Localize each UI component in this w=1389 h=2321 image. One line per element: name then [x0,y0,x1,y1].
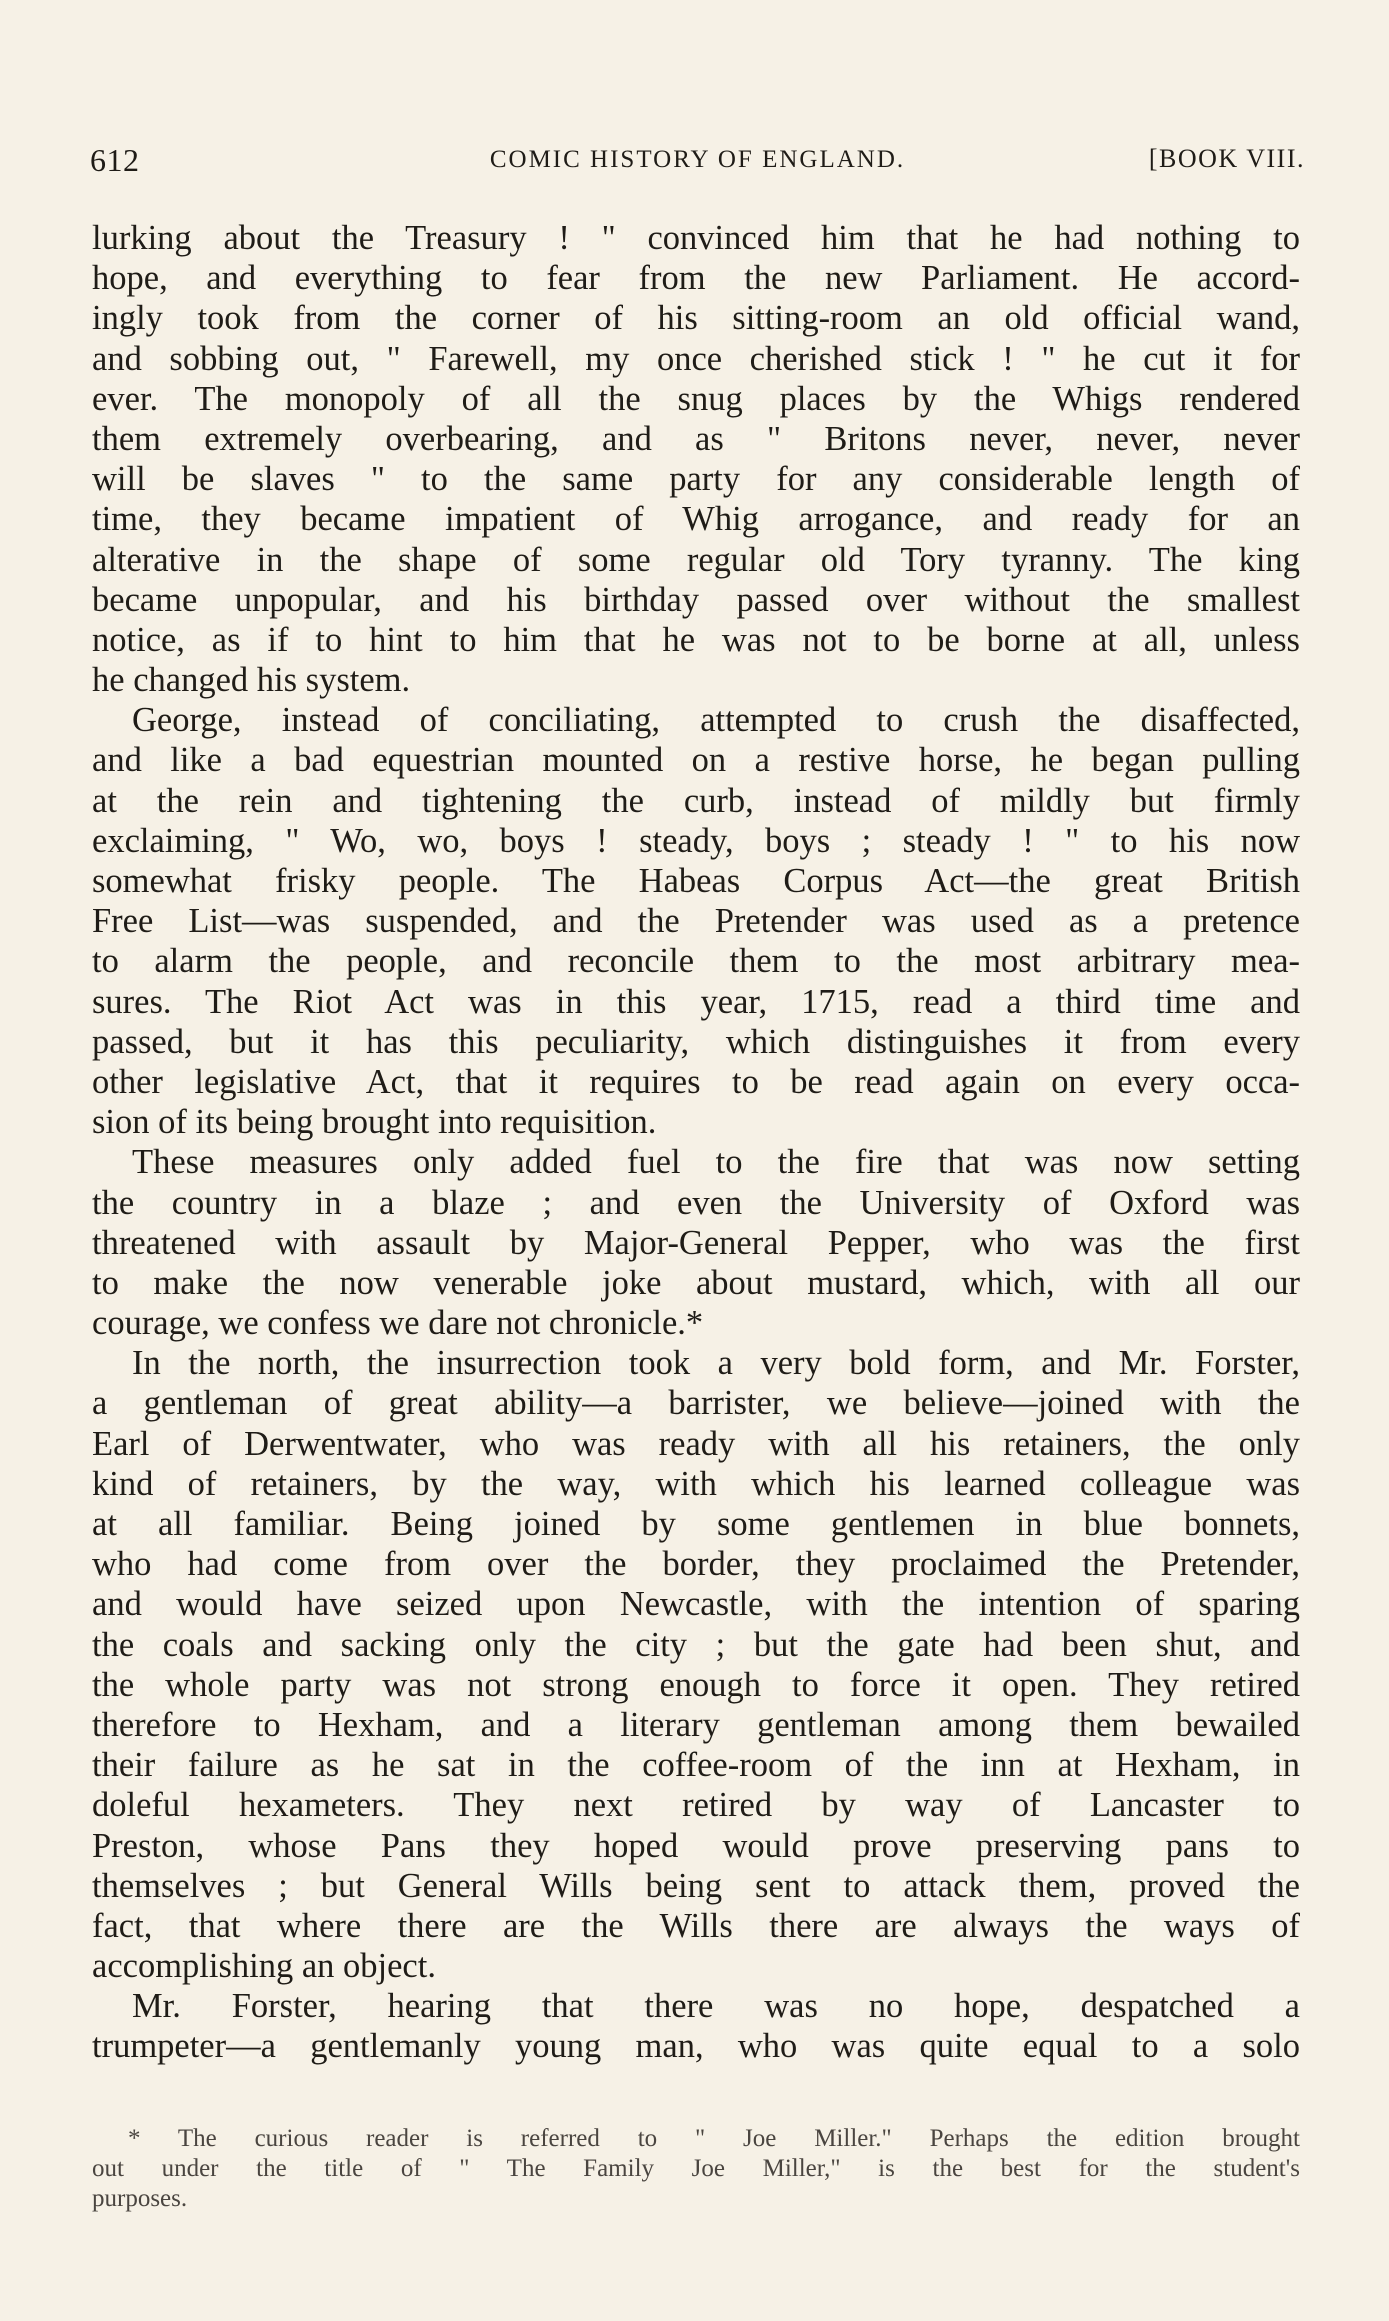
text-line: courage, we confess we dare not chronicle.* [92,1304,704,1343]
text-line: Preston, whose Pans they hoped would prove preserving pans to [92,1826,1300,1865]
text-line: their failure as he sat in the coffee-room of the inn at Hexham, in [92,1746,1300,1785]
text-line: sion of its being brought into requisition. [92,1103,657,1142]
text-line: alterative in the shape of some regular old Tory tyranny. The king [92,540,1300,579]
text-line: lurking about the Treasury ! " convinced him that he had nothing to [92,219,1300,257]
text-line: to alarm the people, and reconcile them to the most arbitrary mea- [92,942,1300,981]
text-line: became unpopular, and his birthday passed over without the smallest [92,580,1300,619]
text-line: at all familiar. Being joined by some gentlemen in blue bonnets, [92,1505,1300,1543]
footnote [92,2124,1300,2214]
text-line: hope, and everything to fear from the new Parliament. He accord- [92,259,1300,298]
text-line: to make the now venerable joke about mustard, which, with all our [92,1263,1300,1302]
text-line: them extremely overbearing, and as " Britons never, never, never [92,419,1300,458]
text-line: he changed his system. [92,661,411,700]
text-line: fact, that where there are the Wills there are always the ways of [92,1906,1300,1945]
text-line: accomplishing an object. [92,1947,436,1986]
text-line: other legislative Act, that it requires to be read again on every occa- [92,1062,1300,1101]
text-line: Free List—was suspended, and the Pretender was used as a pretence [92,902,1300,941]
page-number: 612 [90,142,140,178]
text-line: notice, as if to hint to him that he was not to be borne at all, unless [92,620,1300,659]
text-line: somewhat frisky people. The Habeas Corpus Act—the great British [92,862,1300,900]
footnote-line: out under the title of " The Family Joe Miller," is the best for the student's [92,2155,1300,2182]
text-line: ingly took from the corner of his sitting-room an old official wand, [92,299,1300,338]
text-line: sures. The Riot Act was in this year, 1715, read a third time and [92,982,1300,1021]
text-line: These measures only added fuel to the fire that was now setting [132,1143,1300,1182]
running-head-title: COMIC HISTORY OF ENGLAND. [489,146,906,173]
text-line: a gentleman of great ability—a barrister, we believe—joined with the [92,1384,1300,1423]
text-line: doleful hexameters. They next retired by way of Lancaster to [92,1786,1300,1825]
text-line: threatened with assault by Major-General Pepper, who was the first [92,1223,1300,1262]
text-line: themselves ; but General Wills being sent to attack them, proved the [92,1866,1300,1905]
text-line: and sobbing out, " Farewell, my once cherished stick ! " he cut it for [92,339,1300,378]
text-line: the country in a blaze ; and even the University of Oxford was [92,1183,1300,1222]
body-text [92,218,1300,2067]
text-line: who had come from over the border, they proclaimed the Pretender, [92,1545,1300,1584]
text-line: the whole party was not strong enough to force it open. They retired [92,1665,1300,1704]
text-line: exclaiming, " Wo, wo, boys ! steady, boys ; steady ! " to his now [92,821,1300,860]
footnote-line: purposes. [92,2185,188,2212]
text-line: passed, but it has this peculiarity, which distinguishes it from every [92,1022,1300,1061]
text-line: will be slaves " to the same party for any considerable length of [92,460,1300,499]
running-head [90,142,1305,192]
text-line: the coals and sacking only the city ; but the gate had been shut, and [92,1625,1300,1664]
footnote-line: * The curious reader is referred to " Joe Miller." Perhaps the edition brought [128,2125,1300,2152]
text-line: Earl of Derwentwater, who was ready with all his retainers, the only [92,1424,1300,1463]
text-line: George, instead of conciliating, attempted to crush the disaffected, [132,701,1300,740]
text-line: ever. The monopoly of all the snug places by the Whigs rendered [92,379,1300,418]
text-line: therefore to Hexham, and a literary gentleman among them bewailed [92,1705,1300,1744]
text-line: and like a bad equestrian mounted on a restive horse, he began pulling [92,741,1300,780]
text-line: and would have seized upon Newcastle, with the intention of sparing [92,1585,1300,1624]
text-line: trumpeter—a gentlemanly young man, who was quite equal to a solo [92,2027,1300,2066]
text-line: time, they became impatient of Whig arrogance, and ready for an [92,500,1300,539]
text-line: kind of retainers, by the way, with which his learned colleague was [92,1464,1300,1503]
book-label: [BOOK VIII. [1148,144,1305,173]
text-line: In the north, the insurrection took a very bold form, and Mr. Forster, [132,1344,1300,1383]
text-line: at the rein and tightening the curb, instead of mildly but firmly [92,781,1300,820]
text-line: Mr. Forster, hearing that there was no hope, despatched a [132,1987,1300,2026]
